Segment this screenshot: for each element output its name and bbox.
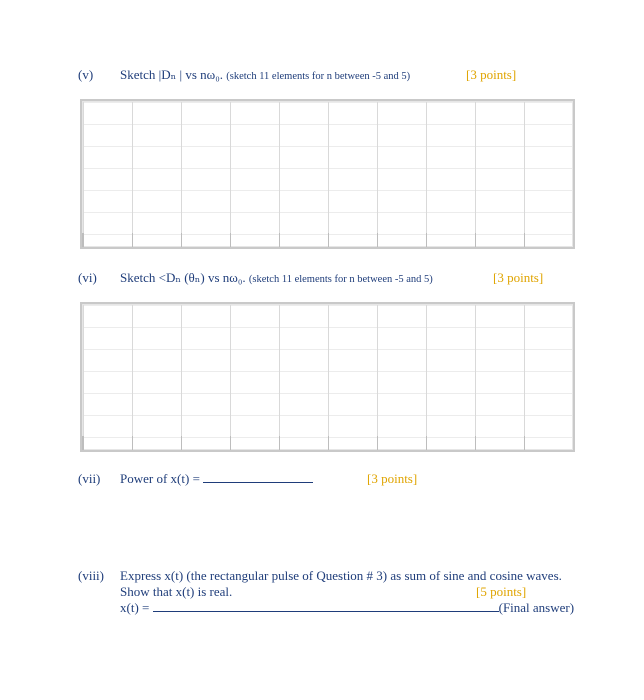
question-viii-line2: Show that x(t) is real. xyxy=(120,584,233,599)
question-vi-text xyxy=(120,270,433,286)
question-v-number: (v) xyxy=(78,67,94,82)
question-v-text xyxy=(120,67,410,83)
question-viii-line1: Express x(t) (the rectangular pulse of Question # 3) as sum of sine and cosine waves. xyxy=(120,568,562,583)
question-vi-note: (sketch 11 elements for n between -5 and 5) xyxy=(248,274,433,285)
question-vi-points: [3 points] xyxy=(493,270,544,285)
question-vii-label: Power of x(t) = xyxy=(120,471,200,486)
power-answer-blank[interactable] xyxy=(203,471,313,483)
question-viii-points: [5 points] xyxy=(476,584,527,599)
question-vi-main: Sketch <Dₙ (θₙ) vs nω₀. xyxy=(120,270,246,285)
xt-answer-blank[interactable] xyxy=(153,600,499,612)
sketch-grid-phase[interactable] xyxy=(80,302,575,452)
question-vii-text xyxy=(120,471,313,487)
sketch-grid-magnitude[interactable] xyxy=(80,99,575,249)
question-viii-line3 xyxy=(120,600,574,616)
xt-answer-label: x(t) = xyxy=(120,600,150,615)
final-answer-note: (Final answer) xyxy=(498,600,575,615)
question-v-main: Sketch |Dₙ | vs nω₀. xyxy=(120,67,223,82)
question-v-note: (sketch 11 elements for n between -5 and 5) xyxy=(226,71,411,82)
question-vii-points: [3 points] xyxy=(367,471,418,486)
question-vi-number: (vi) xyxy=(78,270,97,285)
question-viii-number: (viii) xyxy=(78,568,104,583)
question-vii-number: (vii) xyxy=(78,471,101,486)
question-v-points: [3 points] xyxy=(466,67,517,82)
